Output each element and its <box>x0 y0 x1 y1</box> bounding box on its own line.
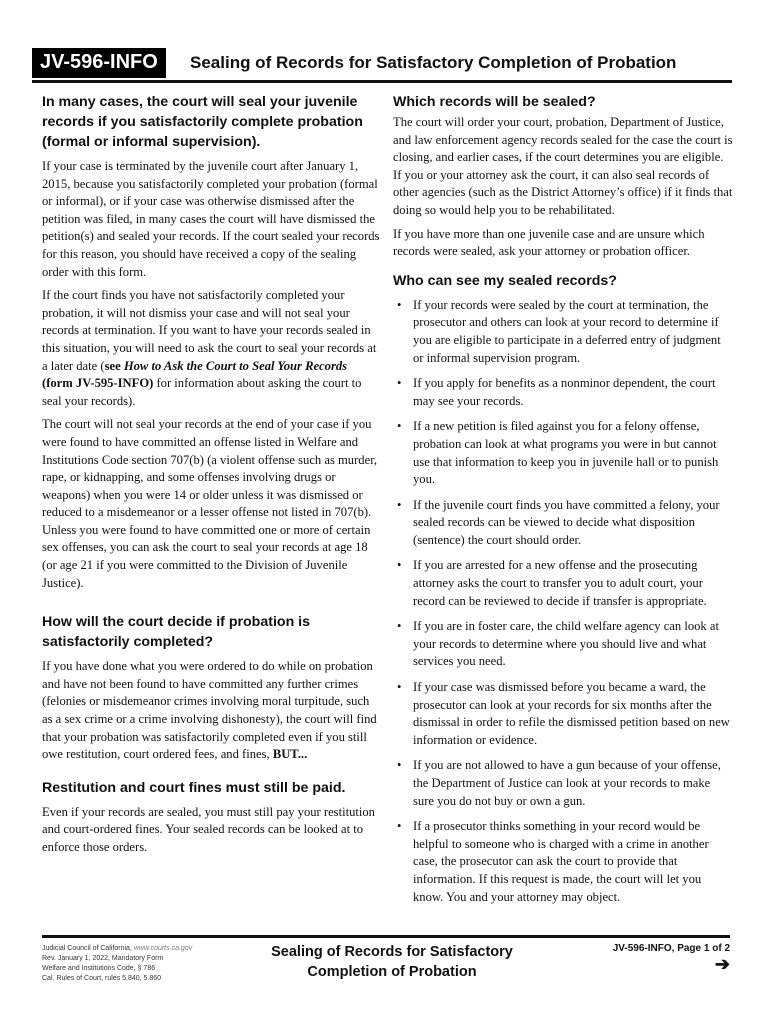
list-item: • If your case was dismissed before you became a ward, the prosecutor can look at your records for six months after the dismissal in order to refile the dismissed petition based on new information or evidence. <box>393 679 733 749</box>
paragraph <box>42 658 380 764</box>
paragraph: If you have more than one juvenile case and are unsure which records were sealed, ask your attorney or probation officer. <box>393 226 705 259</box>
list-item: • If the juvenile court finds you have committed a felony, your sealed records can be viewed to decide what disposition (sentence) the court should order. <box>393 497 733 550</box>
page-number: JV-596-INFO, Page 1 of 2 <box>612 943 730 954</box>
paragraph: The court will not seal your records at the end of your case if you were found to have committed an offense listed in Welfare and Institutions Code section 707(b) (a violent offense such as murder, rape, or kidnapping, and some offenses involving drugs or weapons) when you were 14 or older unless it was dismissed or reduced to a misdemeanor or a lesser offense not listed in 707(b). Unless you were found to have committed one or more of certain sex offenses, you can ask the court to seal your records at age 18 (or age 21 if you were committed to the Division of Juvenile Justice). <box>42 417 378 590</box>
who-list <box>393 297 733 906</box>
list-item: • If you are in foster care, the child welfare agency can look at your records to determine where you should live and what services you need. <box>393 618 733 671</box>
decide-heading: How will the court decide if probation is satisfactorily completed? <box>42 614 311 651</box>
footer-citation <box>42 944 192 984</box>
text: for information about asking the court to seal your records). <box>42 376 362 408</box>
list-item: • If you are not allowed to have a gun because of your offense, the Department of Justice can look at your records to make sure you do not buy or own a gun. <box>393 757 733 810</box>
restitution-heading: Restitution and court fines must still be paid. <box>42 779 346 796</box>
text: (form JV-595-INFO) <box>42 376 154 391</box>
left-column <box>42 92 380 863</box>
form-reference-link[interactable]: How to Ask the Court to Seal Your Records <box>123 358 348 373</box>
paragraph <box>42 287 380 410</box>
footer-title-line: Sealing of Records for Satisfactory <box>271 944 513 960</box>
intro-heading: In many cases, the court will seal your juvenile records if you satisfactorily complete probation (formal or informal supervision). <box>42 94 363 150</box>
form-title: Sealing of Records for Satisfactory Completion of Probation <box>190 53 677 72</box>
code-citation: Welfare and Institutions Code, § 786 <box>42 965 156 972</box>
next-page-arrow-icon[interactable]: ➔ <box>714 954 730 974</box>
text: BUT... <box>272 747 308 762</box>
form-code-badge: JV-596-INFO <box>32 48 166 78</box>
paragraph: The court will order your court, probation, Department of Justice, and law enforcement agency records sealed for the case the court is closing, and earlier cases, if the court determines you are eligible. If you or your attorney ask the court, it can also seal records of other agencies (such as the District Attorney’s office) if it finds that doing so would help you to be rehabilitated. <box>393 115 733 217</box>
paragraph: If your case is terminated by the juvenile court after January 1, 2015, because you satisfactorily completed your probation (formal or informal), or if your case was otherwise dismissed after the petition was filed, in many cases the court will have dismissed the petition(s) and sealed your records. If the court sealed your records for this reason, you should have received a copy of the sealing order with this form. <box>42 159 380 279</box>
page-indicator <box>613 942 730 972</box>
list-item: • If a prosecutor thinks something in your record would be helpful to someone who is charged with a crime in another case, the prosecutor can ask the court to provide that information. If this request is made, the court will let you know. You and your attorney may object. <box>393 818 733 906</box>
which-heading: Which records will be sealed? <box>393 94 596 110</box>
right-column <box>393 92 733 914</box>
who-heading: Who can see my sealed records? <box>393 272 617 289</box>
footer <box>42 935 730 982</box>
council-name: Judicial Council of California, <box>42 945 132 952</box>
form-header <box>32 48 732 83</box>
rules-citation: Cal. Rules of Court, rules 5.840, 5.860 <box>42 975 162 982</box>
list-item: • If you are arrested for a new offense and the prosecuting attorney asks the court to transfer you to adult court, your record can be reviewed to decide if transfer is appropriate. <box>393 557 733 610</box>
footer-title-line: Completion of Probation <box>307 964 477 980</box>
text: If the court finds you have not satisfactorily completed your probation, it will not dismiss your case and will not seal your records at termination. If you want to have your records sealed in this situation, you will need to ask the court to seal your records at a later date ( <box>42 288 377 373</box>
list-item: • If you apply for benefits as a nonminor dependent, the court may see your records. <box>393 375 733 410</box>
list-item: • If a new petition is filed against you for a felony offense, probation can look at what programs you were in but cannot use that information to keep you in juvenile hall or to punish you. <box>393 418 733 488</box>
footer-title <box>242 942 542 982</box>
list-item: • If your records were sealed by the court at termination, the prosecutor and others can look at your record to determine if you are eligible to participate in a deferred entry of judgment or informal supervision program. <box>393 297 733 367</box>
text: see <box>104 358 124 373</box>
revision-date: Rev. January 1, 2022, Mandatory Form <box>42 955 164 962</box>
text: If you have done what you were ordered to do while on probation and have not been found to have committed any further crimes (felonies or misdemeanor crimes involving moral turpitude, such as a sex crime or a crime involving dishonesty), the court will find that your probation was satisfactorily completed even if you still owe restitution, court ordered fees, and fines, <box>42 659 377 762</box>
website-link[interactable]: www.courts.ca.gov <box>133 945 193 952</box>
paragraph: Even if your records are sealed, you must still pay your restitution and court-ordered fines. Your sealed records can be looked at to enforce those orders. <box>42 804 375 854</box>
